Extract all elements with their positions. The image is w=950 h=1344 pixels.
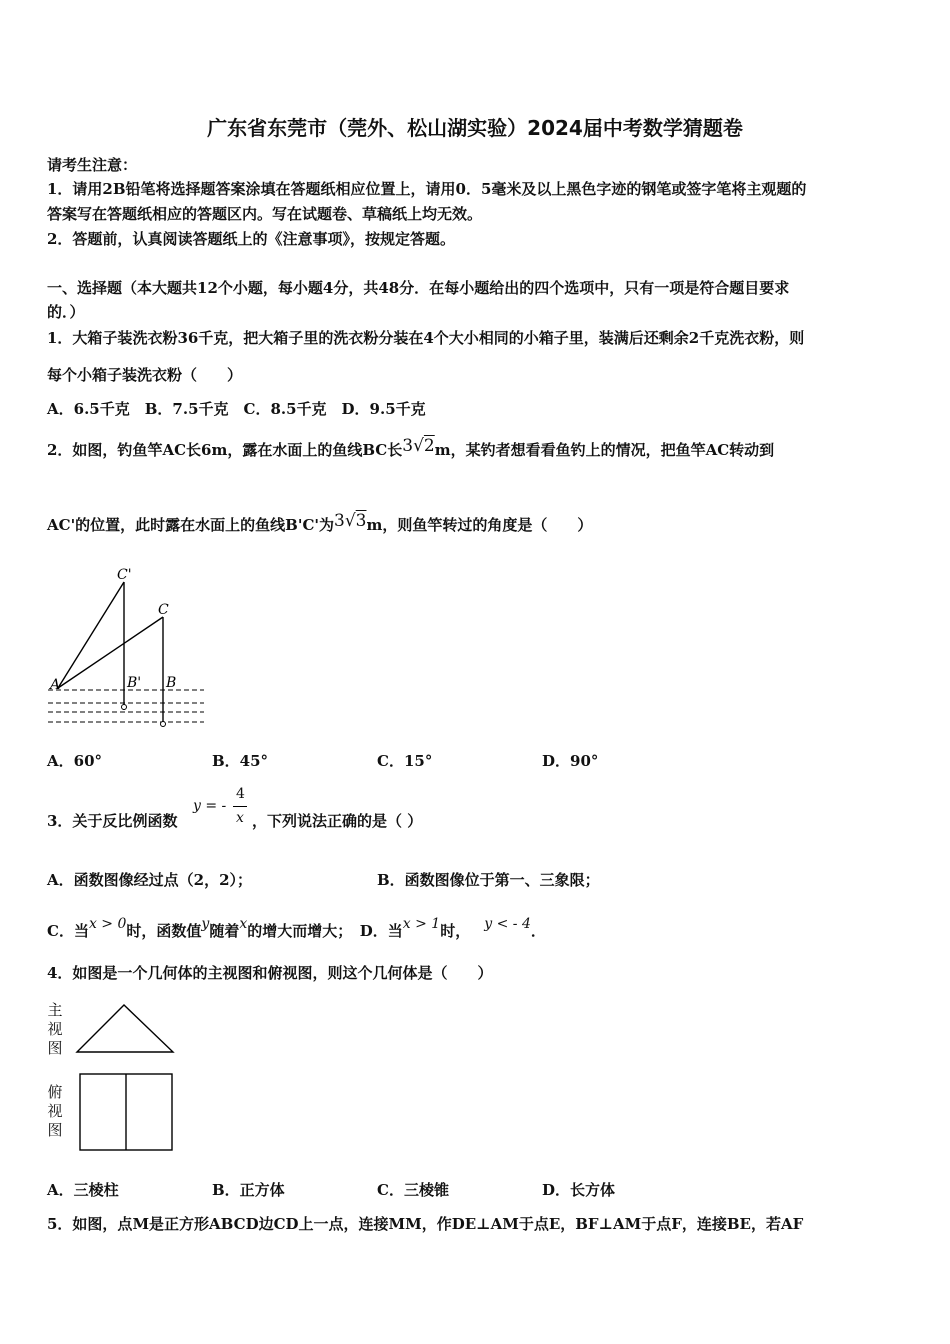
label-char: 图 bbox=[47, 1121, 63, 1139]
hook-b bbox=[161, 722, 166, 727]
q2-option-c: C．15° bbox=[377, 752, 433, 770]
sqrt-expression: 3√3 bbox=[333, 511, 367, 531]
fishing-rod-figure bbox=[44, 562, 209, 737]
rod-ac bbox=[58, 617, 163, 688]
notice-heading: 请考生注意： bbox=[47, 156, 138, 174]
notice-line: 2．答题前，认真阅读答题纸上的《注意事项》，按规定答题。 bbox=[47, 230, 455, 248]
formula-numerator: 4 bbox=[236, 786, 245, 802]
notice-line: 答案写在答题纸相应的答题区内。写在试题卷、草稿纸上均无效。 bbox=[47, 205, 483, 223]
label-b: B bbox=[166, 675, 177, 691]
question-3-stem-end: ，下列说法正确的是（ ） bbox=[252, 812, 423, 830]
top-view-label bbox=[46, 1083, 64, 1140]
label-char: 俯 bbox=[47, 1083, 63, 1101]
formula-lhs: y = - bbox=[193, 798, 227, 814]
radicand: 2 bbox=[423, 436, 435, 456]
fraction-bar bbox=[233, 806, 247, 807]
q4-option-a: A．三棱柱 bbox=[47, 1181, 119, 1199]
section-heading: 一、选择题（本大题共12个小题，每小题4分，共48分．在每小题给出的四个选项中，只有一项是符合题目要求 bbox=[47, 279, 790, 297]
section-heading-cont: 的．） bbox=[47, 303, 85, 321]
front-view-triangle bbox=[74, 1000, 178, 1056]
q3-text: 时，函数值 bbox=[126, 922, 202, 940]
q2-text: m，则鱼竿转过的角度是（ ） bbox=[366, 516, 593, 534]
q2-text: 2．如图，钓鱼竿AC长6m，露在水面上的鱼线BC长 bbox=[47, 441, 403, 459]
math-inline: y bbox=[201, 916, 210, 932]
q2-option-a: A．60° bbox=[47, 752, 103, 770]
radical-coefficient: 3 bbox=[333, 511, 345, 531]
q4-option-d: D．长方体 bbox=[542, 1181, 616, 1199]
notice-line: 1．请用2B铅笔将选择题答案涂填在答题纸相应位置上，请用0．5毫米及以上黑色字迹的钢笔或签字笔将主观题的 bbox=[47, 180, 807, 198]
math-inline: y < - 4 bbox=[484, 916, 531, 932]
label-b-prime: B' bbox=[127, 675, 142, 691]
label-c: C bbox=[158, 602, 169, 618]
question-2-stem bbox=[47, 436, 774, 460]
q3-option-b: B．函数图像位于第一、三象限； bbox=[377, 871, 600, 889]
question-1-stem: 1．大箱子装洗衣粉36千克，把大箱子里的洗衣粉分装在4个大小相同的小箱子里，装满后还剩余2千克洗衣粉，则 bbox=[47, 329, 805, 347]
exam-title: 广东省东莞市（莞外、松山湖实验）2024届中考数学猜题卷 bbox=[207, 116, 743, 140]
radicand: 3 bbox=[355, 511, 367, 531]
front-view-label bbox=[46, 1001, 64, 1058]
sqrt-expression: 3√2 bbox=[402, 436, 435, 456]
q4-option-b: B．正方体 bbox=[212, 1181, 285, 1199]
q2-text: m，某钓者想看看鱼钓上的情况，把鱼竿AC转动到 bbox=[434, 441, 775, 459]
label-a: A bbox=[50, 677, 61, 693]
question-1-stem-cont: 每个小箱子装洗衣粉（ ） bbox=[47, 366, 243, 384]
q3-text: 的增大而增大； D．当 bbox=[247, 922, 403, 940]
rod-ac-prime bbox=[58, 582, 124, 688]
q3-text: C．当 bbox=[47, 922, 89, 940]
question-1-options: A．6.5千克 B．7.5千克 C．8.5千克 D．9.5千克 bbox=[47, 400, 426, 418]
label-char: 视 bbox=[47, 1020, 63, 1038]
question-4-stem: 4．如图是一个几何体的主视图和俯视图，则这个几何体是（ ） bbox=[47, 964, 493, 982]
question-3-stem-start: 3．关于反比例函数 bbox=[47, 812, 178, 830]
label-char: 视 bbox=[47, 1102, 63, 1120]
q2-option-b: B．45° bbox=[212, 752, 269, 770]
q4-option-c: C．三棱锥 bbox=[377, 1181, 449, 1199]
math-inline: x bbox=[239, 916, 248, 932]
math-inline: x > 1 bbox=[402, 916, 441, 932]
label-char: 主 bbox=[47, 1001, 63, 1019]
top-view-rectangle bbox=[78, 1072, 176, 1154]
question-5-stem: 5．如图，点M是正方形ABCD边CD上一点，连接MM，作DE⊥AM于点E，BF⊥AM于点F，连接BE，若AF bbox=[47, 1215, 804, 1233]
q3-text: 时， bbox=[440, 922, 471, 940]
formula-denominator: x bbox=[236, 810, 244, 826]
q2-text: AC'的位置，此时露在水面上的鱼线B'C'为 bbox=[47, 516, 334, 534]
label-char: 图 bbox=[47, 1039, 63, 1057]
q3-option-a: A．函数图像经过点（2，2）； bbox=[47, 871, 253, 889]
q3-text: ． bbox=[530, 922, 546, 940]
hook-b-prime bbox=[122, 705, 127, 710]
q3-option-c-d bbox=[47, 916, 546, 941]
q3-text: 随着 bbox=[209, 922, 240, 940]
label-c-prime: C' bbox=[117, 567, 132, 583]
question-2-stem-cont bbox=[47, 511, 592, 535]
q2-option-d: D．90° bbox=[542, 752, 599, 770]
radical-coefficient: 3 bbox=[402, 436, 414, 456]
math-inline: x > 0 bbox=[88, 916, 127, 932]
